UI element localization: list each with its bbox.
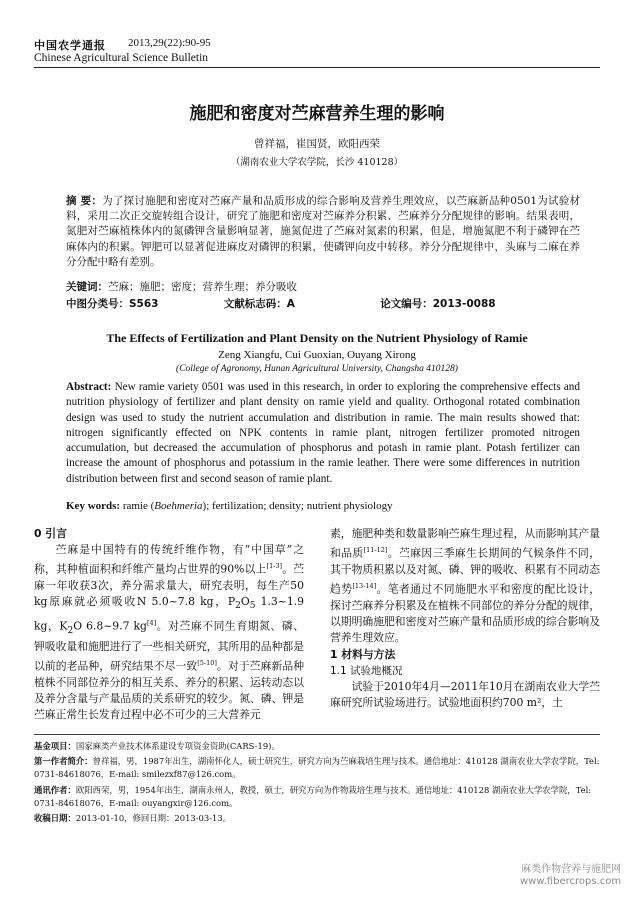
authors-cn: 曾祥福，崔国贤，欧阳西荣 [254, 138, 380, 150]
authors-en: Zeng Xiangfu, Cui Guoxian, Ouyang Xirong [218, 349, 416, 361]
title-en: The Effects of Fertilization and Plant Density on the Nutrient Physiology of Ramie [106, 331, 528, 345]
keywords-en-label: Key words: [66, 500, 121, 512]
footnote-rule [34, 734, 600, 735]
header-rule [34, 67, 600, 68]
body-left-column [34, 526, 304, 723]
subsection-heading-site: 1.1 试验地概况 [330, 664, 403, 677]
affiliation-en-text: (College of Agronomy, Hunan Agricultural University, Changsha 410128) [176, 364, 458, 374]
abstract-cn-label: 摘 要： [66, 195, 103, 207]
article-no-label: 论文编号： [380, 298, 433, 310]
watermark-line1: 麻类作物营养与施肥网 [521, 864, 622, 875]
intro-paragraph-cont: 素，施肥种类和数量影响苎麻生理过程，从而影响其产量和品质[11-12]。苎麻因三季麻生长期间的气候条件不同，其干物质积累以及对氮、磷、钾的吸收、积累有不同动态趋势[13-14]。笔者通过不同施肥水平和密度的配比设计，探讨苎麻养分积累及在植株不同部位的养分分配的规律，以期明确施肥和密度对苎麻产量和品质形成的综合影响及营养生理效应。 [330, 527, 601, 645]
title-cn: 施肥和密度对苎麻营养生理的影响 [189, 104, 445, 124]
section-heading-methods: 1 材料与方法 [330, 647, 396, 661]
keywords-en-t2: ); fertilization; density; nutrient physiology [202, 500, 393, 512]
watermark [520, 864, 621, 888]
body-right-column [330, 526, 600, 711]
site-paragraph: 试验于2010年4月—2011年10月在湖南农业大学苎麻研究所试验场进行。试验地面积约700 m²，土 [330, 680, 600, 710]
affiliation-en [0, 364, 634, 374]
article-no-value: 2013-0088 [432, 298, 496, 310]
footnote-dates: 收稿日期：2013-01-10，修回日期：2013-03-13。 [34, 813, 232, 823]
journal-issue: 2013,29(22):90-95 [128, 37, 211, 49]
intro-paragraph: 苎麻是中国特有的传统纤维作物，有“中国草”之称，其种植面积和纤维产量均占世界的90%以上[1-3]。苎麻一年收获3次，养分需求量大，研究表明，每生产50 kg原麻就必须吸收N 5.0~7.8 kg，$P_2O_5$ 1.3~1.9 kg，$K_2O$ 6.8~9.7 kg[4]。对苎麻不同生育期氮、磷、钾吸收量和施肥进行了一些相关研究，其所用的品种都是以前的老品种，研究结果不尽一致[5-10]。对于苎麻新品种植株不同部位养分的相互关系、养分的积累、运转动态以及养分含量与产量品质的关系研究的较少。氮、磷、钾是苎麻正常生长发育过程中必不可少的三大营养元 [34, 543, 305, 722]
footnote-corresponding-author: 通讯作者：欧阳西荣，男，1954年出生，湖南永州人，教授，硕士，研究方向为作物栽培生理与技术。通信地址：410128 湖南农业大学农学院，Tel: 0731-84618076，E-mail: ouyangxir@126.com。 [34, 785, 592, 808]
abstract-cn-text: 为了探讨施肥和密度对苎麻产量和品质形成的综合影响及营养生理效应，以苎麻新品种0501为试验材料，采用二次正交旋转组合设计，研究了施肥和密度对苎麻养分积累、苎麻养分分配规律的影响。结果表明，氮肥对苎麻植株体内的氮磷钾含量影响显著，施氮促进了苎麻对氮素的积累，但是，增施氮肥不利于磷钾在苎麻体内的积累。钾肥可以显著促进麻皮对磷钾的积累，使磷钾向皮中转移。养分分配规律中，头麻与二麻在养分分配中略有差别。 [66, 195, 580, 268]
journal-name-en: Chinese Agricultural Science Bulletin [34, 52, 209, 64]
doc-code-label: 文献标志码： [223, 298, 287, 310]
footnote-fund: 基金项目：国家麻类产业技术体系建设专项资金资助(CARS-19)。 [34, 741, 280, 751]
keywords-cn-text: 苎麻；施肥；密度；营养生理；养分吸收 [108, 281, 297, 293]
keywords-cn-label: 关键词： [66, 281, 108, 293]
abstract-en-label: Abstract: [66, 381, 112, 393]
abstract-en [66, 380, 580, 487]
keywords-en [66, 500, 580, 512]
abstract-cn [66, 194, 580, 270]
clc-label: 中图分类号： [66, 298, 129, 310]
keywords-cn [66, 279, 580, 294]
abstract-en-text: New ramie variety 0501 was used in this research, in order to exploring the comprehensive effects and nutrition physiology of fertilizer and plant density on ramie yield and quality. Orthogonal rotated combination design was used to study the nutrient accumulation and distribution in ramie. The main results showed that: nitrogen significantly effected on NPK contents in ramie plant, nitrogen fertilizer promoted nitrogen accumulation, but decreased the accumulation of phosphorus and potash in ramie plant. Potash fertilizer can increase the amount of phosphorus and potassium in the ramie leather. There were some differences in nutrition distribution between first and second season of ramie plant. [66, 381, 580, 485]
watermark-line2: www.fibercrops.com [520, 876, 622, 887]
classification-row [66, 296, 496, 311]
affiliation-cn: （湖南农业大学农学院，长沙 410128） [230, 157, 404, 168]
footnote-first-author: 第一作者简介：曾祥福，男，1987年出生，湖南怀化人，硕士研究生，研究方向为苎麻栽培生理与技术。通信地址：410128 湖南农业大学农学院，Tel: 0731-84618076，E-mail: smilezxf87@126.com。 [34, 756, 600, 779]
journal-name-cn: 中国农学通报 [34, 39, 106, 52]
doc-code-value: A [286, 298, 295, 310]
keywords-en-genus: Boehmeria [154, 500, 203, 512]
section-heading-intro: 0 引言 [34, 527, 67, 540]
clc-value: S563 [129, 298, 159, 310]
keywords-en-t1: ramie ( [120, 500, 155, 512]
